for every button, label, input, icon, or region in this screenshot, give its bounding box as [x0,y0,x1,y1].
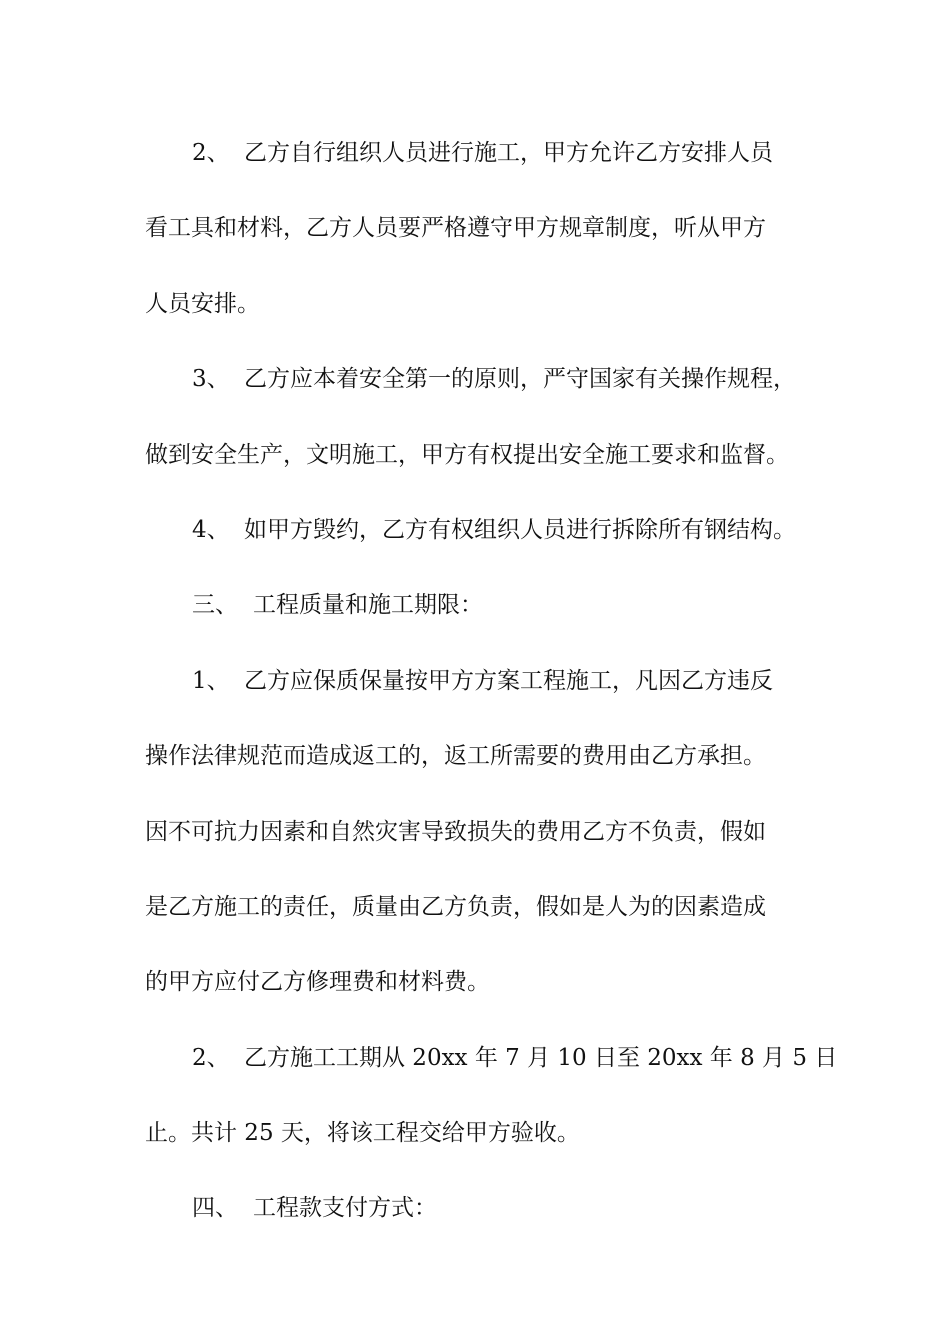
paragraph-item-3-line-1 [145,354,815,429]
paragraph-item-3-line-2: 做到安全生产，文明施工，甲方有权提出安全施工要求和监督。 [145,441,789,468]
paragraph-text: 乙方应保质保量按甲方方案工程施工，凡因乙方违反 [244,667,773,694]
quality-item-1-line-4: 是乙方施工的责任，质量由乙方负责，假如是人为的因素造成 [145,893,766,920]
paragraph-text: 乙方应本着安全第一的原则，严守国家有关操作规程， [244,366,796,393]
section-heading-4 [145,1183,815,1258]
section-number: 三、 [192,592,238,619]
item-number: 3、 [192,366,230,393]
quality-item-2-line-2: 止。共计 25 天，将该工程交给甲方验收。 [145,1120,580,1147]
section-number: 四、 [192,1195,238,1222]
paragraph-text: 如甲方毁约，乙方有权组织人员进行拆除所有钢结构。 [244,516,796,543]
quality-item-1-line-1 [145,656,815,731]
paragraph-item-2-line-2: 看工具和材料，乙方人员要严格遵守甲方规章制度，听从甲方 [145,215,766,242]
document-body [145,128,838,1259]
quality-item-1-line-2: 操作法律规范而造成返工的，返工所需要的费用由乙方承担。 [145,743,766,770]
item-number: 4、 [192,516,230,543]
section-title: 工程质量和施工期限： [253,592,483,619]
paragraph-item-2-line-1 [145,128,815,203]
quality-item-2-line-1 [145,1033,838,1108]
paragraph-text: 乙方施工工期从 20xx 年 7 月 10 日至 20xx 年 8 月 5 日 [244,1044,838,1071]
paragraph-item-4 [145,505,815,580]
quality-item-1-line-5: 的甲方应付乙方修理费和材料费。 [145,969,490,996]
section-heading-3 [145,580,815,655]
paragraph-item-2-line-3: 人员安排。 [145,290,260,317]
paragraph-text: 乙方自行组织人员进行施工，甲方允许乙方安排人员 [244,140,773,166]
section-title: 工程款支付方式： [253,1195,437,1222]
item-number: 2、 [192,140,230,166]
item-number: 1、 [192,667,230,694]
quality-item-1-line-3: 因不可抗力因素和自然灾害导致损失的费用乙方不负责，假如 [145,818,766,845]
item-number: 2、 [192,1044,230,1071]
